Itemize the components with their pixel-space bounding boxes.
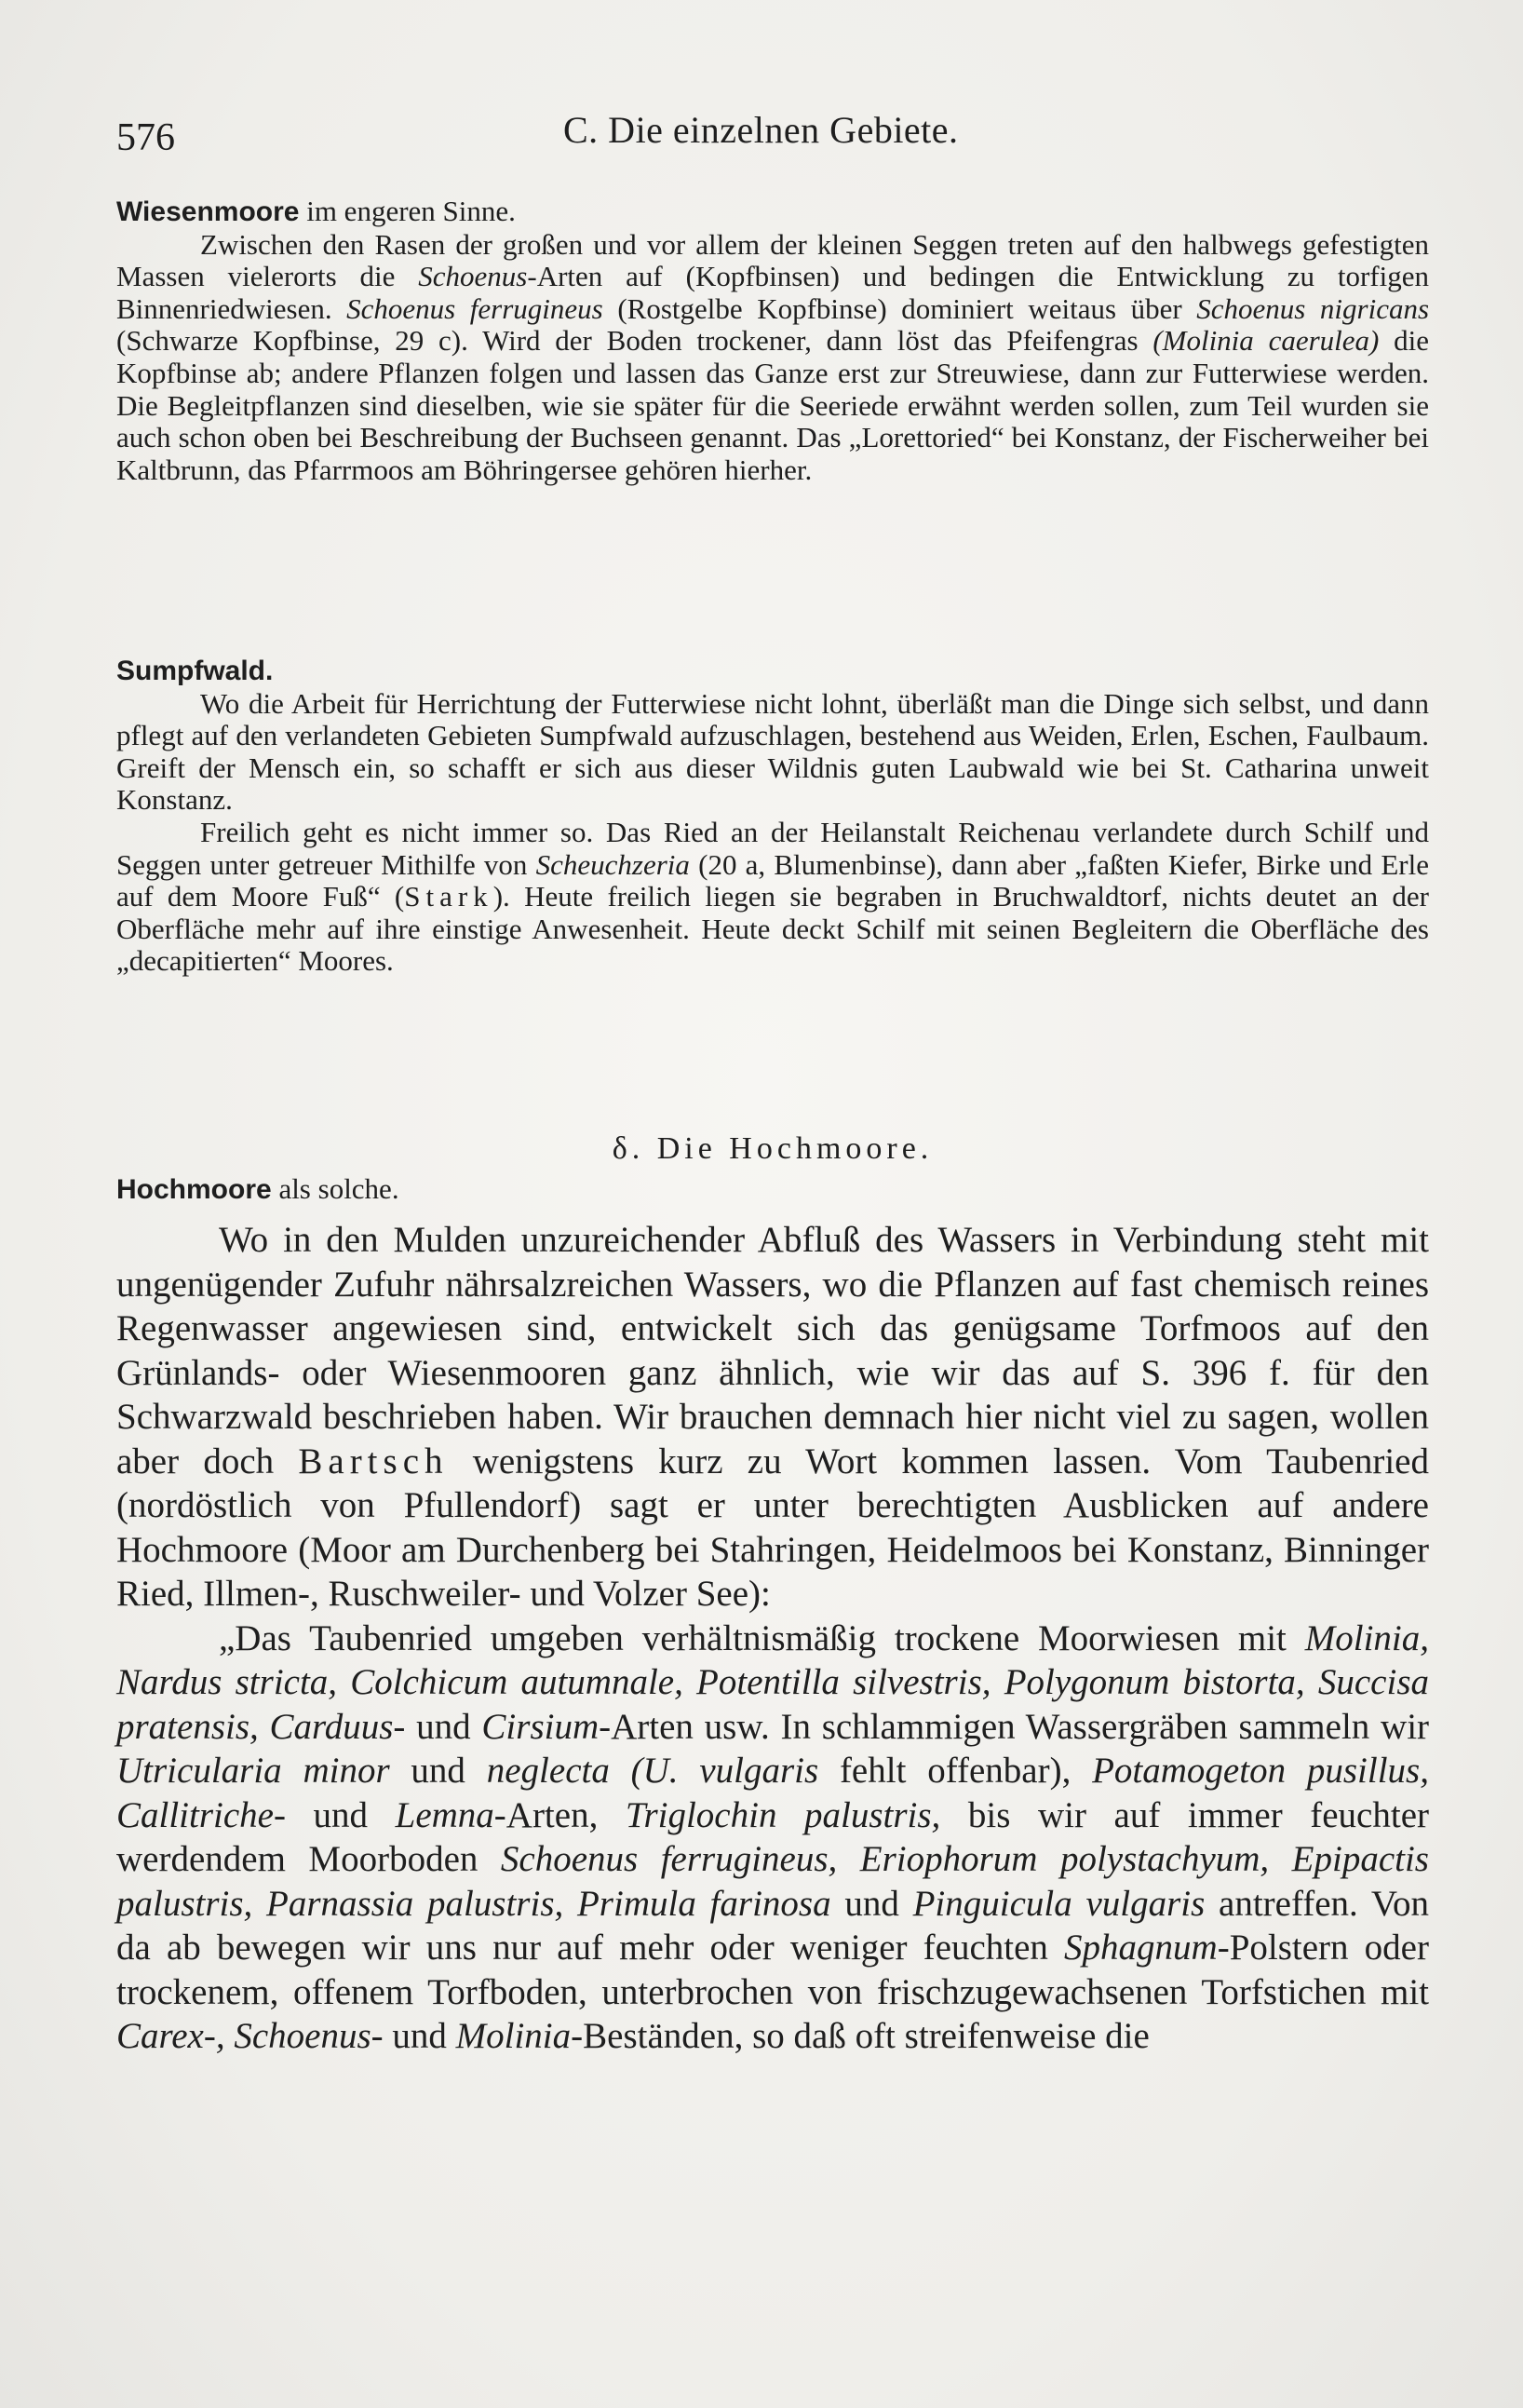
heading-rest: als solche. [271,1172,399,1205]
text-run: Wo in den Mulden unzureichender Abfluß des Wassers in Verbindung steht mit ungenügender Zufuhr nährsalzreichen Wassers, wo die Pflanzen auf fast chemisch reines Regenwasser angewiesen sind, entwickelt sich das genügsame Torfmoos auf den Grünlands- oder Wiesenmooren ganz ähnlich, wie wir das auf S. 396 f. für den Schwarzwald beschrieben haben. Wir brauchen demnach hier nicht viel zu sagen, wollen aber doch [116,1220,1429,1481]
section-hochmoore-body [116,1218,1429,2059]
taxon-name: Schoenus ferrugineus [346,291,603,325]
page-header [116,102,1429,158]
taxon-name: (Molinia caerulea) [1152,324,1380,358]
text-run: und [285,1794,396,1835]
section-wiesenmoore [116,196,1429,486]
taxon-name: Schoenus [418,260,528,293]
text-run: antreffen. Von da ab bewegen wir uns nur auf mehr oder weniger feuchten [116,1883,1429,1968]
taxon-name: Molinia [455,2016,572,2056]
text-run: Freilich geht es nicht immer so. Das Ried an der Heilanstalt Reichenau verlandete durch Schilf und Seggen unter getreuer Mithilfe von [116,815,1429,881]
taxon-name: Cirsium [481,1706,600,1747]
taxon-name: neglecta (U. vulgaris [486,1751,819,1791]
paragraph [116,229,1429,487]
section-heading-wiesenmoore [116,196,1429,229]
author-name: Stark [404,880,493,913]
text-run: und [405,1706,482,1747]
paragraph [116,688,1429,817]
section-heading-sumpfwald [116,655,1429,688]
taxon-name: Potamogeton pusillus, Callitriche- [116,1751,1429,1835]
taxon-name: Carex-, Schoenus- [116,2016,384,2056]
taxon-name: Molinia, Nardus stricta, Colchicum autumnale, Potentilla silvestris, Polygonum bistorta, Succisa pratensis, Carduus- [116,1617,1429,1747]
heading-bold-term: Sumpfwald. [116,656,274,686]
taxon-name: Sphagnum [1064,1928,1218,1968]
text-run: wenigstens kurz zu Wort kommen lassen. Vom Taubenried (nordöstlich von Pfullendorf) sagt er unter berechtigten Ausblicken auf andere Hochmoore (Moor am Durchenberg bei Stahringen, Heidelmoos bei Konstanz, Binninger Ried, Illmen-, Ruschweiler- und Volzer See): [116,1441,1429,1614]
taxon-name: Scheuchzeria [535,847,690,881]
taxon-name: Schoenus ferrugineus, Eriophorum polystachyum, Epipactis palustris, Parnassia palustris, Primula farinosa [116,1839,1429,1924]
taxon-name: Lemna [395,1794,494,1835]
text-run: fehlt offenbar), [818,1751,1093,1791]
text-run: -Arten, [493,1794,626,1835]
text-run: bis wir auf immer feuchter werdendem Moorboden [116,1794,1429,1879]
text-run: und [383,2016,456,2056]
subsection-title: δ. Die Hochmoore. [612,1131,934,1166]
paragraph [116,817,1429,978]
taxon-name: Utricularia minor [116,1751,390,1791]
paragraph [116,1218,1429,1617]
text-run: Wo die Arbeit für Herrichtung der Futterwiese nicht lohnt, überläßt man die Dinge sich selbst, und dann pflegt auf den verlandeten Gebieten Sumpfwald aufzuschlagen, bestehend aus Weiden, Erlen, Eschen, Faulbaum. Greift der Mensch ein, so schafft er sich aus dieser Wildnis guten Laubwald wie bei St. Catharina unweit Konstanz. [116,686,1429,817]
heading-rest: im engeren Sinne. [299,195,516,227]
taxon-name: Schoenus nigricans [1196,291,1430,325]
text-run: (20 a, Blumenbinse), dann aber „faßten Kiefer, Birke und Erle auf dem Moore Fuß“ ( [116,847,1430,913]
taxon-name: Triglochin palustris, [625,1794,941,1835]
text-run: Zwischen den Rasen der großen und vor allem der kleinen Seggen treten auf den halbwegs gefestigten Massen vielerorts die [116,227,1429,293]
text-run: „Das Taubenried umgeben verhältnismäßig trockene Moorwiesen mit [219,1617,1305,1658]
running-head: C. Die einzelnen Gebiete. [563,109,959,151]
taxon-name: Pinguicula vulgaris [912,1883,1206,1924]
text-run: (Schwarze Kopfbinse, 29 c). Wird der Boden trockener, dann löst das Pfeifengras [116,324,1153,358]
text-run: und [389,1751,487,1791]
heading-bold-term: Wiesenmoore [116,196,300,227]
author-name: Bartsch [298,1441,449,1481]
text-run: ). Heute freilich liegen sie begraben in Bruchwaldtorf, nichts deutet an der Oberfläche mehr auf ihre einstige Anwesenheit. Heute deckt Schilf mit seinen Begleitern die Oberfläche des „decapitierten“ Moores. [116,880,1429,978]
section-sumpfwald [116,655,1429,978]
text-run: -Arten usw. In schlammigen Wassergräben sammeln wir [599,1706,1430,1747]
paragraph-quote [116,1617,1429,2059]
text-run: -Beständen, so daß oft streifenweise die [571,2016,1150,2056]
page-number: 576 [116,116,175,159]
text-run: -Arten auf (Kopfbinsen) und bedingen die Entwicklung zu torfigen Binnenriedwiesen. [116,260,1429,325]
text-run: (Rostgelbe Kopfbinse) dominiert weitaus über [602,291,1197,325]
text-run: -Polstern oder trockenem, offenem Torfboden, unterbrochen von frischzugewachsenen Torfstichen mit [116,1928,1429,2012]
section-heading-hochmoore [116,1173,1429,1207]
heading-bold-term: Hochmoore [116,1174,272,1205]
text-run: und [830,1883,913,1924]
text-run: die Kopfbinse ab; andere Pflanzen folgen und lassen das Ganze erst zur Streuwiese, dann zur Futterwiese werden. Die Begleitpflanzen sind dieselben, wie sie später für die Seeriede erwähnt werden sollen, zum Teil wurden sie auch schon oben bei Beschreibung der Buchseen genannt. Das „Lorettoried“ bei Konstanz, der Fischerweiher bei Kaltbrunn, das Pfarrmoos am Böhringersee gehören hierher. [116,324,1430,486]
